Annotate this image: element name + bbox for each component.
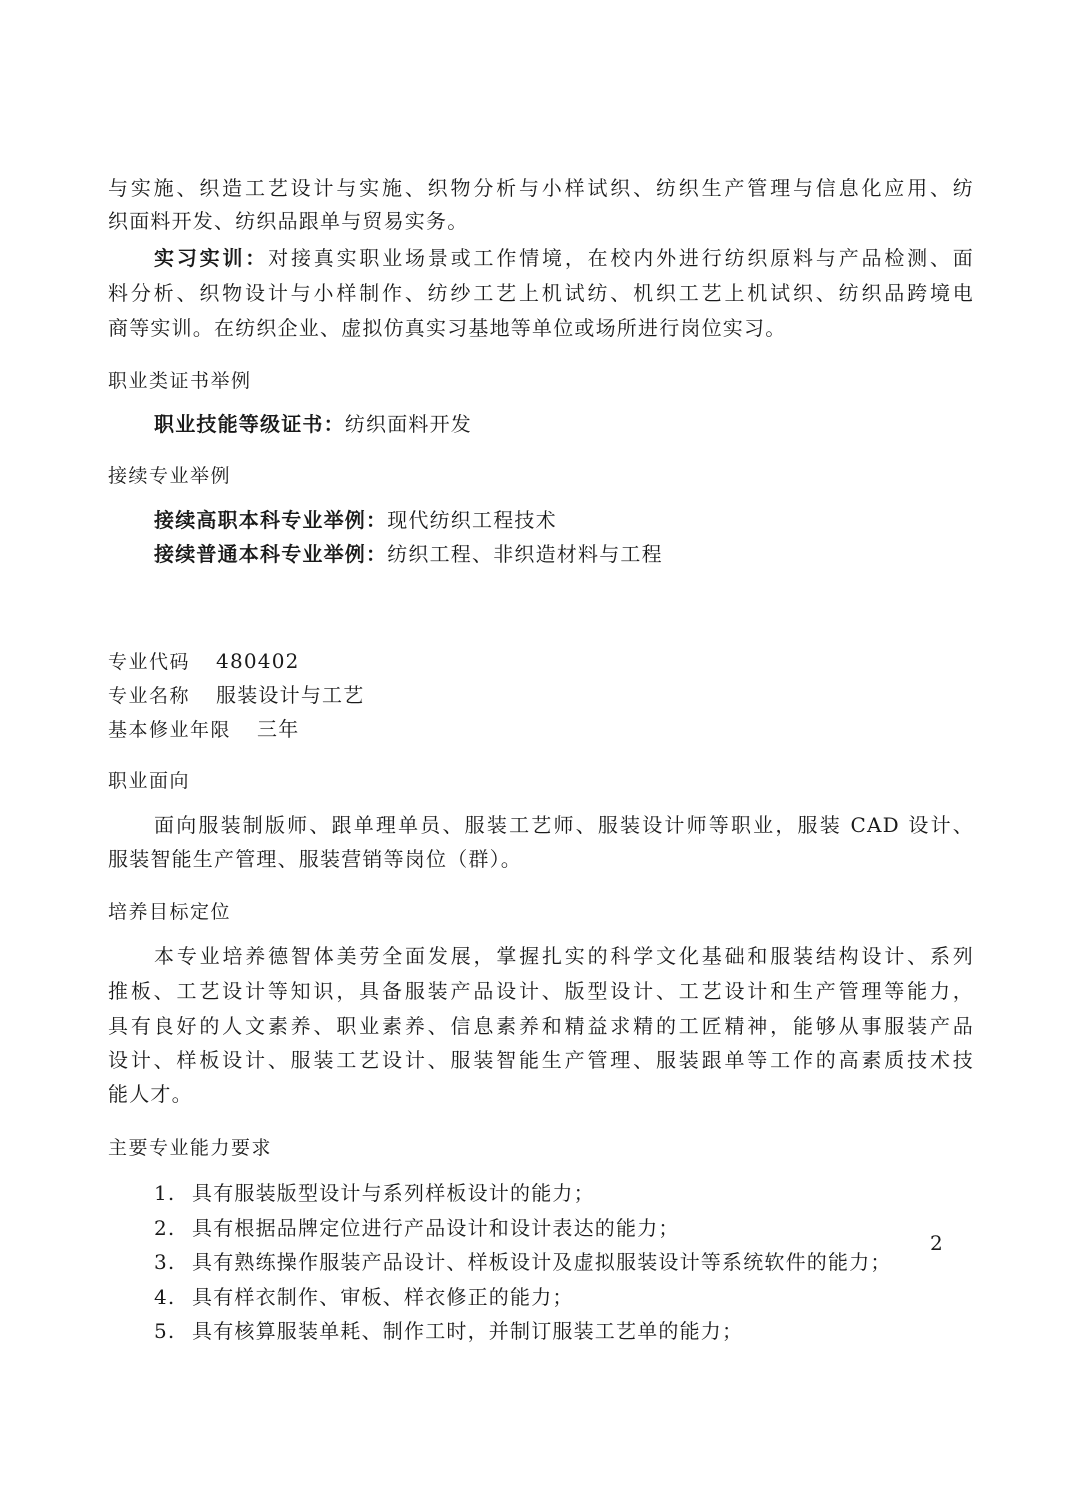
orientation-line-2: 服装智能生产管理、服装营销等岗位（群）。 — [108, 847, 522, 871]
major-years-label: 基本修业年限 — [108, 719, 232, 741]
ability-num-4: 4. — [154, 1285, 176, 1309]
ability-num-5: 5. — [154, 1319, 176, 1343]
internship-label: 实习实训： — [154, 246, 269, 270]
major-code-value: 480402 — [216, 649, 300, 673]
goal-line-4: 设计、样板设计、服装工艺设计、服装智能生产管理、服装跟单等工作的高素质技术技 — [108, 1048, 974, 1072]
ability-item-4 — [154, 1283, 574, 1311]
ability-item-5 — [154, 1317, 743, 1345]
ability-num-1: 1. — [154, 1181, 176, 1205]
further-regular-value: 纺织工程、非织造材料与工程 — [387, 542, 663, 566]
ability-num-2: 2. — [154, 1216, 176, 1240]
goal-line-5: 能人才。 — [108, 1082, 193, 1106]
ability-text-2: 具有根据品牌定位进行产品设计和设计表达的能力； — [192, 1216, 680, 1240]
further-heading: 接续专业举例 — [108, 465, 232, 487]
ability-text-4: 具有样衣制作、审板、样衣修正的能力； — [192, 1285, 574, 1309]
goal-heading: 培养目标定位 — [108, 901, 232, 923]
ability-text-1: 具有服装版型设计与系列样板设计的能力； — [192, 1181, 595, 1205]
major-code-line — [108, 647, 300, 676]
ability-item-2 — [154, 1214, 680, 1242]
internship-text-1: 对接真实职业场景或工作情境，在校内外进行纺织原料与产品检测、面 — [268, 246, 975, 270]
continuation-line-2: 织面料开发、纺织品跟单与贸易实务。 — [108, 209, 469, 233]
goal-line-3: 具有良好的人文素养、职业素养、信息素养和精益求精的工匠精神，能够从事服装产品 — [108, 1014, 974, 1038]
further-higher-value: 现代纺织工程技术 — [387, 508, 557, 532]
major-years-value: 三年 — [257, 717, 300, 741]
major-name-value: 服装设计与工艺 — [216, 683, 365, 707]
ability-num-3: 3. — [154, 1250, 176, 1274]
cert-line — [154, 410, 472, 438]
orientation-heading: 职业面向 — [108, 770, 191, 792]
goal-line-1: 本专业培养德智体美劳全面发展，掌握扎实的科学文化基础和服装结构设计、系列 — [154, 944, 974, 968]
major-years-line — [108, 715, 299, 744]
ability-text-5: 具有核算服装单耗、制作工时，并制订服装工艺单的能力； — [192, 1319, 744, 1343]
abilities-heading: 主要专业能力要求 — [108, 1137, 273, 1159]
further-higher-label: 接续高职本科专业举例： — [154, 508, 388, 532]
continuation-line-1: 与实施、织造工艺设计与实施、织物分析与小样试织、纺织生产管理与信息化应用、纺 — [108, 176, 974, 200]
ability-item-1 — [154, 1179, 595, 1207]
further-higher-line — [154, 506, 557, 534]
cert-label: 职业技能等级证书： — [154, 412, 345, 436]
internship-line-3: 商等实训。在纺织企业、虚拟仿真实习基地等单位或场所进行岗位实习。 — [108, 316, 787, 340]
goal-line-2: 推板、工艺设计等知识，具备服装产品设计、版型设计、工艺设计和生产管理等能力， — [108, 979, 974, 1003]
document-page — [108, 0, 974, 1505]
ability-item-3 — [154, 1248, 892, 1276]
internship-line-2: 料分析、织物设计与小样制作、纺纱工艺上机试纺、机织工艺上机试织、纺织品跨境电 — [108, 281, 974, 305]
orientation-line-1: 面向服装制版师、跟单理单员、服装工艺师、服装设计师等职业，服装 CAD 设计、 — [154, 813, 974, 837]
further-regular-label: 接续普通本科专业举例： — [154, 542, 388, 566]
ability-text-3: 具有熟练操作服装产品设计、样板设计及虚拟服装设计等系统软件的能力； — [192, 1250, 892, 1274]
further-regular-line — [154, 540, 663, 568]
cert-heading: 职业类证书举例 — [108, 370, 252, 392]
major-code-label: 专业代码 — [108, 651, 191, 673]
page-number: 2 — [930, 1231, 943, 1255]
internship-line-1 — [154, 244, 974, 272]
cert-value: 纺织面料开发 — [344, 412, 473, 436]
major-name-line — [108, 681, 364, 710]
major-name-label: 专业名称 — [108, 685, 191, 707]
